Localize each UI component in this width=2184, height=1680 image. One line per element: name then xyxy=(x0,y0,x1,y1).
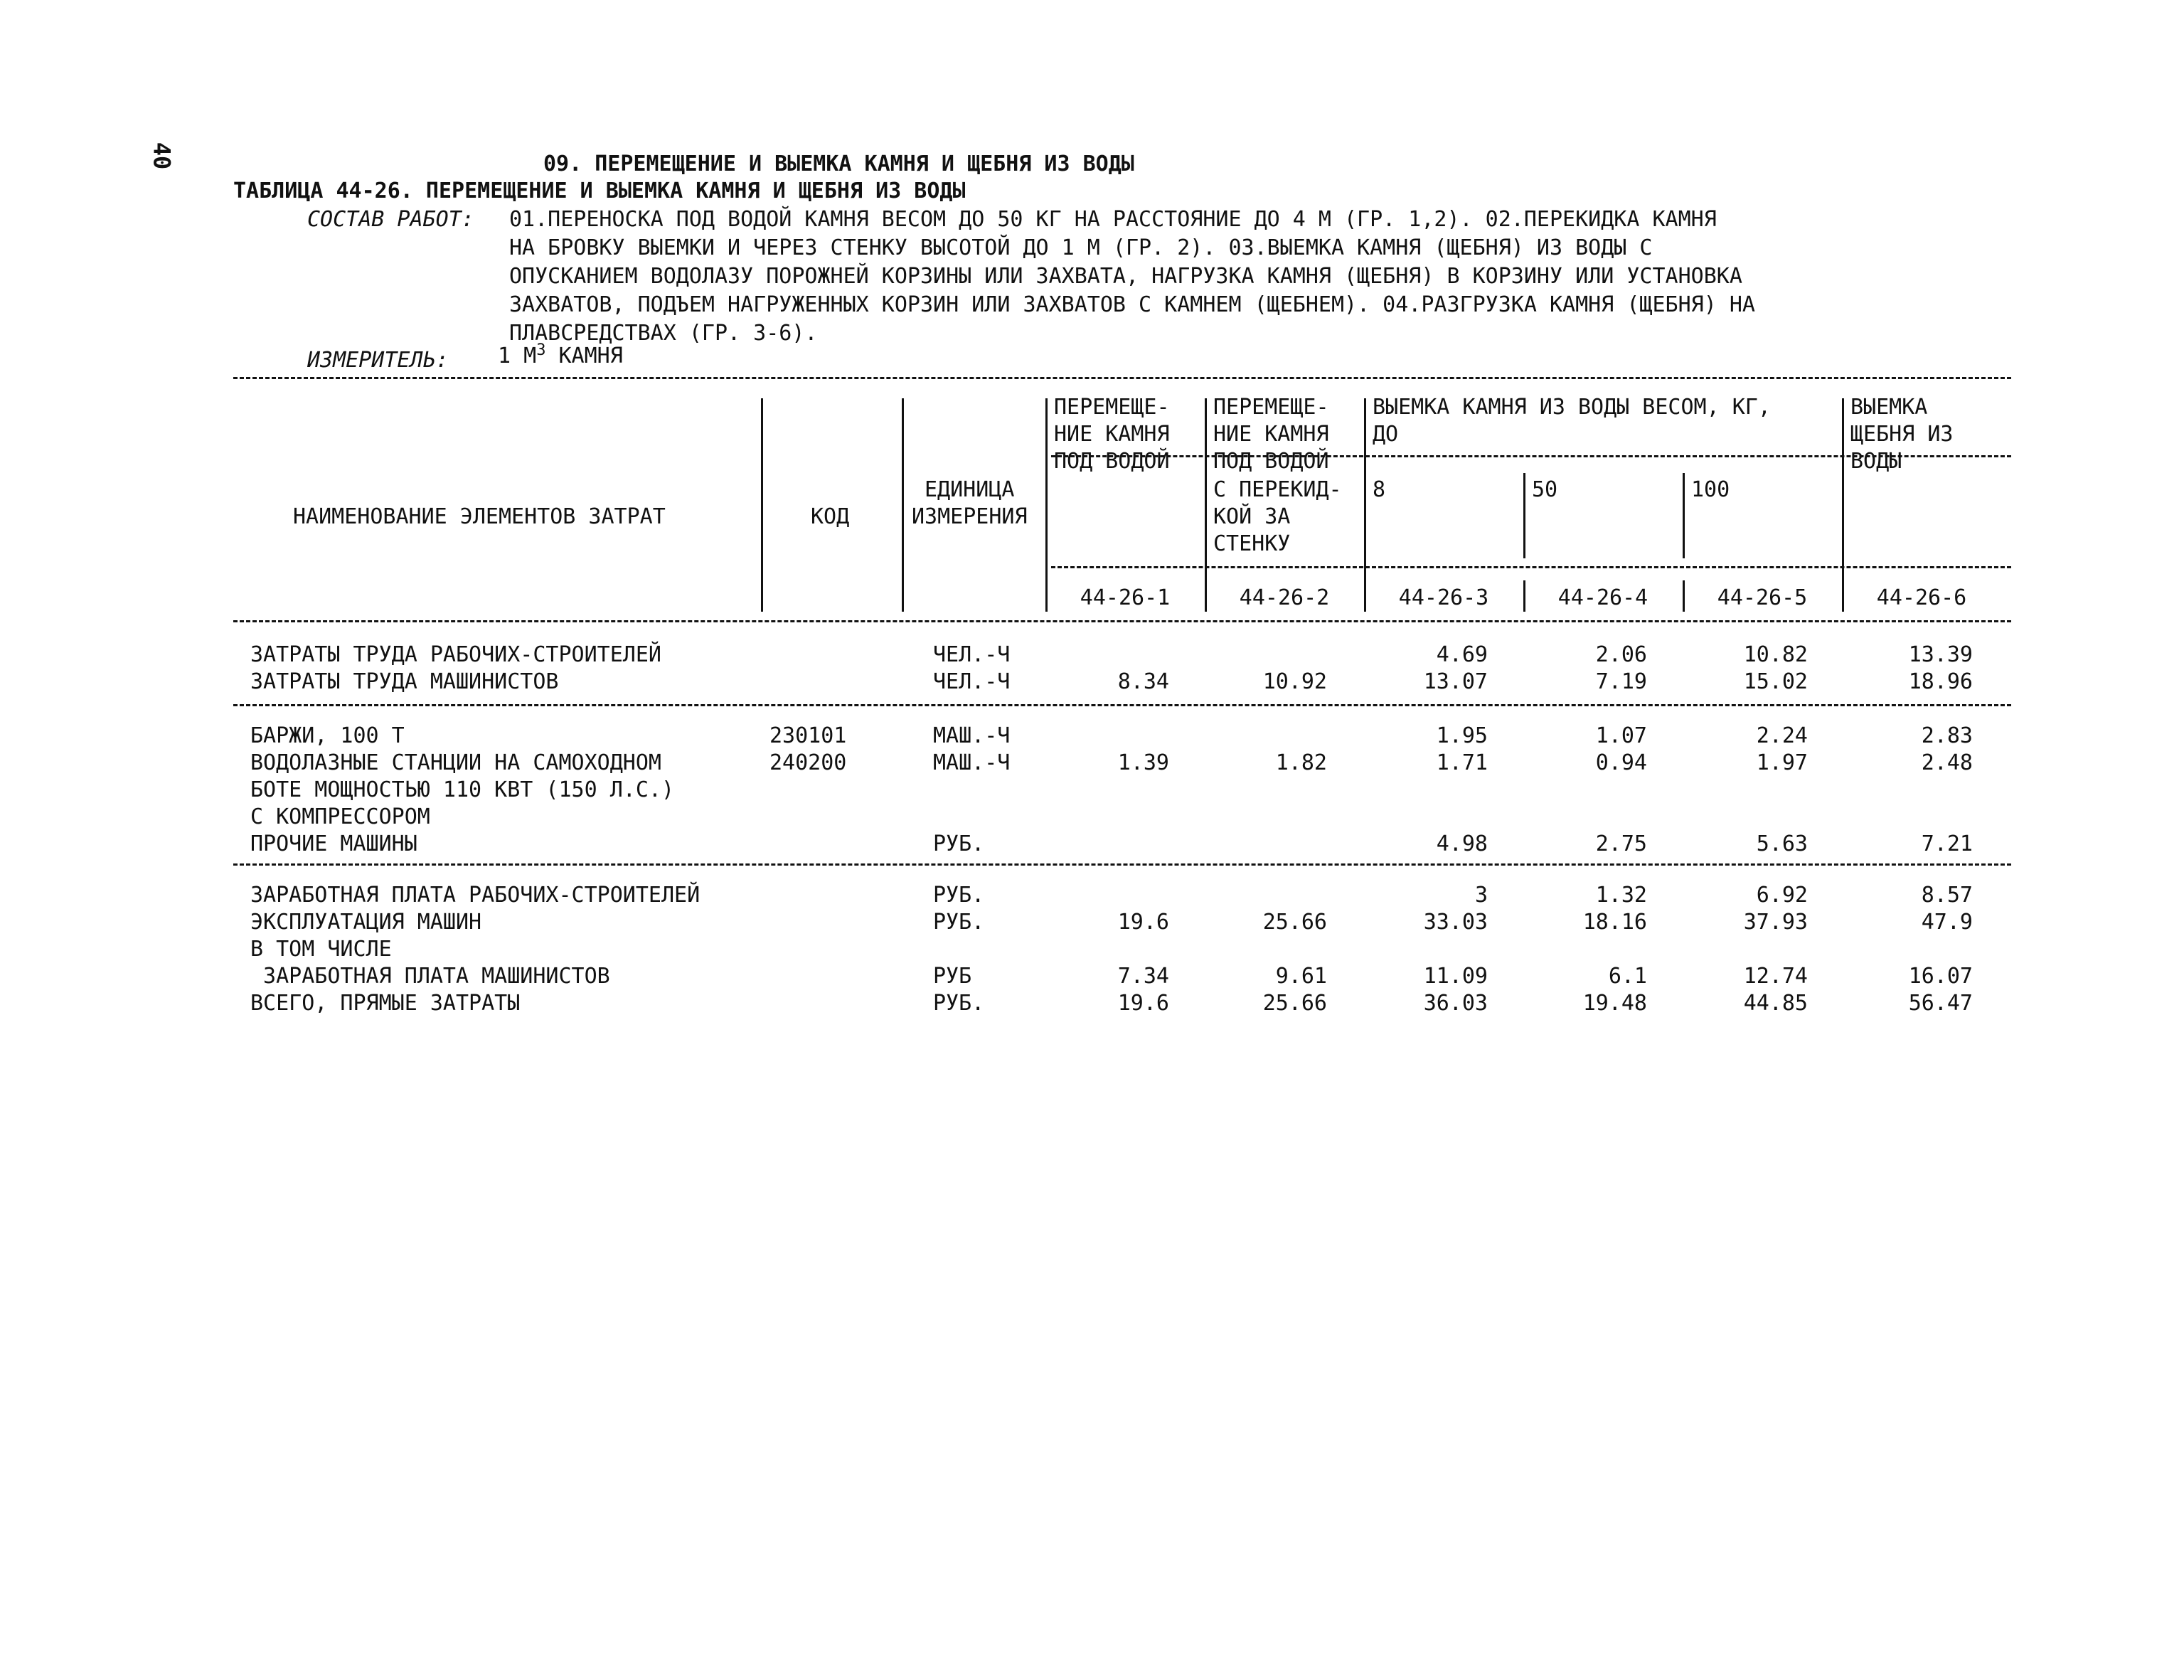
page-number: 40 xyxy=(148,142,176,170)
header-col1: ПЕРЕМЕЩЕ- xyxy=(1054,395,1170,420)
row-value: 37.93 xyxy=(1743,910,1808,935)
header-code-col: 44-26-1 xyxy=(1080,585,1171,610)
header-code-col: 44-26-6 xyxy=(1876,585,1967,610)
row-unit: РУБ. xyxy=(933,883,985,908)
header-col6: ЩЕБНЯ ИЗ xyxy=(1850,422,1954,447)
row-value: 10.92 xyxy=(1262,669,1327,694)
row-name: ЗАТРАТЫ ТРУДА РАБОЧИХ-СТРОИТЕЛЕЙ xyxy=(250,642,661,667)
composition-line: 01.ПЕРЕНОСКА ПОД ВОДОЙ КАМНЯ ВЕСОМ ДО 50 КГ НА РАССТОЯНИЕ ДО 4 М (ГР. 1,2). 02.ПЕРЕКИДКА КАМНЯ xyxy=(509,207,1717,232)
row-value: 44.85 xyxy=(1743,991,1808,1016)
header-code-col: 44-26-2 xyxy=(1239,585,1330,610)
row-value: 19.48 xyxy=(1582,991,1647,1016)
row-name: ЗАРАБОТНАЯ ПЛАТА РАБОЧИХ-СТРОИТЕЛЕЙ xyxy=(250,883,701,908)
header-col2: НИЕ КАМНЯ xyxy=(1213,422,1329,447)
header-col6: ВЫЕМКА xyxy=(1850,395,1928,420)
row-value: 2.06 xyxy=(1595,642,1647,667)
row-unit: ЧЕЛ.-Ч xyxy=(933,669,1011,694)
composition-line: ПЛАВСРЕДСТВАХ (ГР. 3-6). xyxy=(509,321,818,346)
row-code: 240200 xyxy=(769,750,847,775)
header-code: КОД xyxy=(811,504,850,529)
row-value: 25.66 xyxy=(1262,991,1327,1016)
header-col1: ПОД ВОДОЙ xyxy=(1054,449,1170,474)
col-divider xyxy=(902,398,904,612)
row-value: 4.69 xyxy=(1436,642,1488,667)
row-value: 25.66 xyxy=(1262,910,1327,935)
section-rule xyxy=(233,704,2011,706)
col-divider xyxy=(1683,473,1685,558)
header-col2: КОЙ ЗА xyxy=(1213,504,1291,529)
row-value: 1.82 xyxy=(1275,750,1327,775)
row-value: 10.82 xyxy=(1743,642,1808,667)
header-weight: 8 xyxy=(1373,477,1386,502)
header-name: НАИМЕНОВАНИЕ ЭЛЕМЕНТОВ ЗАТРАТ xyxy=(293,504,666,529)
row-name: ПРОЧИЕ МАШИНЫ xyxy=(250,831,417,856)
row-name: ЭКСПЛУАТАЦИЯ МАШИН xyxy=(250,910,482,935)
row-value: 19.6 xyxy=(1117,991,1169,1016)
row-unit: МАШ.-Ч xyxy=(933,750,1011,775)
composition-label: СОСТАВ РАБОТ: xyxy=(307,207,474,232)
row-value: 56.47 xyxy=(1908,991,1973,1016)
section-title: 09. ПЕРЕМЕЩЕНИЕ И ВЫЕМКА КАМНЯ И ЩЕБНЯ ИЗ ВОДЫ xyxy=(543,151,1134,176)
row-value: 2.24 xyxy=(1756,723,1808,748)
table-title: ТАБЛИЦА 44-26. ПЕРЕМЕЩЕНИЕ И ВЫЕМКА КАМНЯ И ЩЕБНЯ ИЗ ВОДЫ xyxy=(233,179,966,203)
row-value: 6.1 xyxy=(1608,964,1647,989)
composition-line: ОПУСКАНИЕМ ВОДОЛАЗУ ПОРОЖНЕЙ КОРЗИНЫ ИЛИ ЗАХВАТА, НАГРУЗКА КАМНЯ (ЩЕБНЯ) В КОРЗИНУ ИЛИ УСТАНОВКА xyxy=(509,264,1742,289)
row-value: 8.57 xyxy=(1921,883,1973,908)
row-value: 3 xyxy=(1474,883,1488,908)
row-name: ВОДОЛАЗНЫЕ СТАНЦИИ НА САМОХОДНОМ xyxy=(250,750,661,775)
row-name: С КОМПРЕССОРОМ xyxy=(250,804,430,829)
header-col2: С ПЕРЕКИД- xyxy=(1213,477,1342,502)
row-name: БАРЖИ, 100 Т xyxy=(250,723,405,748)
row-value: 4.98 xyxy=(1436,831,1488,856)
row-value: 15.02 xyxy=(1743,669,1808,694)
row-value: 7.19 xyxy=(1595,669,1647,694)
row-unit: ЧЕЛ.-Ч xyxy=(933,642,1011,667)
row-name: В ТОМ ЧИСЛЕ xyxy=(250,937,392,962)
row-name: БОТЕ МОЩНОСТЬЮ 110 КВТ (150 Л.С.) xyxy=(250,777,675,802)
table-top-rule xyxy=(233,377,2011,379)
row-value: 2.75 xyxy=(1595,831,1647,856)
row-unit: РУБ. xyxy=(933,910,985,935)
header-bottom-rule xyxy=(233,620,2011,622)
row-value: 7.21 xyxy=(1921,831,1973,856)
code-rule xyxy=(1051,566,2011,568)
row-value: 33.03 xyxy=(1423,910,1488,935)
row-code: 230101 xyxy=(769,723,847,748)
header-group: ВЫЕМКА КАМНЯ ИЗ ВОДЫ ВЕСОМ, КГ, xyxy=(1373,395,1771,420)
row-name: ЗАТРАТЫ ТРУДА МАШИНИСТОВ xyxy=(250,669,559,694)
header-unit: ИЗМЕРЕНИЯ xyxy=(912,504,1028,529)
header-unit: ЕДИНИЦА xyxy=(925,477,1015,502)
header-code-col: 44-26-5 xyxy=(1717,585,1808,610)
row-value: 6.92 xyxy=(1756,883,1808,908)
header-col6: ВОДЫ xyxy=(1850,449,1902,474)
header-weight: 50 xyxy=(1532,477,1558,502)
row-value: 2.48 xyxy=(1921,750,1973,775)
row-value: 9.61 xyxy=(1275,964,1327,989)
row-unit: РУБ xyxy=(933,964,972,989)
row-value: 1.32 xyxy=(1595,883,1647,908)
header-col1: НИЕ КАМНЯ xyxy=(1054,422,1170,447)
col-divider xyxy=(1842,398,1844,612)
header-code-col: 44-26-4 xyxy=(1557,585,1648,610)
row-value: 8.34 xyxy=(1117,669,1169,694)
header-col2: СТЕНКУ xyxy=(1213,531,1291,556)
composition-line: ЗАХВАТОВ, ПОДЪЕМ НАГРУЖЕННЫХ КОРЗИН ИЛИ ЗАХВАТОВ С КАМНЕМ (ЩЕБНЕМ). 04.РАЗГРУЗКА КАМНЯ (ЩЕБНЯ) НА xyxy=(509,292,1755,317)
row-value: 7.34 xyxy=(1117,964,1169,989)
row-unit: МАШ.-Ч xyxy=(933,723,1011,748)
col-divider xyxy=(1523,473,1525,558)
section-rule xyxy=(233,863,2011,866)
composition-line: НА БРОВКУ ВЫЕМКИ И ЧЕРЕЗ СТЕНКУ ВЫСОТОЙ ДО 1 М (ГР. 2). 03.ВЫЕМКА КАМНЯ (ЩЕБНЯ) ИЗ ВОДЫ С xyxy=(509,235,1653,260)
row-name: ВСЕГО, ПРЯМЫЕ ЗАТРАТЫ xyxy=(250,991,521,1016)
row-unit: РУБ. xyxy=(933,831,985,856)
row-value: 1.71 xyxy=(1436,750,1488,775)
row-unit: РУБ. xyxy=(933,991,985,1016)
row-value: 19.6 xyxy=(1117,910,1169,935)
header-group: ДО xyxy=(1373,422,1399,447)
col-divider xyxy=(1205,398,1207,612)
row-value: 1.95 xyxy=(1436,723,1488,748)
row-value: 5.63 xyxy=(1756,831,1808,856)
row-value: 0.94 xyxy=(1595,750,1647,775)
col-divider xyxy=(1364,398,1366,612)
row-value: 13.39 xyxy=(1908,642,1973,667)
row-value: 18.16 xyxy=(1582,910,1647,935)
row-value: 1.39 xyxy=(1117,750,1169,775)
row-value: 36.03 xyxy=(1423,991,1488,1016)
col-divider xyxy=(761,398,763,612)
row-value: 1.07 xyxy=(1595,723,1647,748)
row-value: 2.83 xyxy=(1921,723,1973,748)
row-value: 1.97 xyxy=(1756,750,1808,775)
header-col2: ПЕРЕМЕЩЕ- xyxy=(1213,395,1329,420)
row-value: 16.07 xyxy=(1908,964,1973,989)
header-col2: ПОД ВОДОЙ xyxy=(1213,449,1329,474)
row-value: 12.74 xyxy=(1743,964,1808,989)
row-value: 13.07 xyxy=(1423,669,1488,694)
col-divider xyxy=(1045,398,1048,612)
header-weight: 100 xyxy=(1691,477,1730,502)
row-value: 11.09 xyxy=(1423,964,1488,989)
measure-value: 1 $М^3$ КАМНЯ xyxy=(498,341,623,368)
row-value: 18.96 xyxy=(1908,669,1973,694)
row-value: 47.9 xyxy=(1921,910,1973,935)
row-name: ЗАРАБОТНАЯ ПЛАТА МАШИНИСТОВ xyxy=(250,964,610,989)
measure-label: ИЗМЕРИТЕЛЬ: xyxy=(307,348,449,373)
header-code-col: 44-26-3 xyxy=(1398,585,1489,610)
